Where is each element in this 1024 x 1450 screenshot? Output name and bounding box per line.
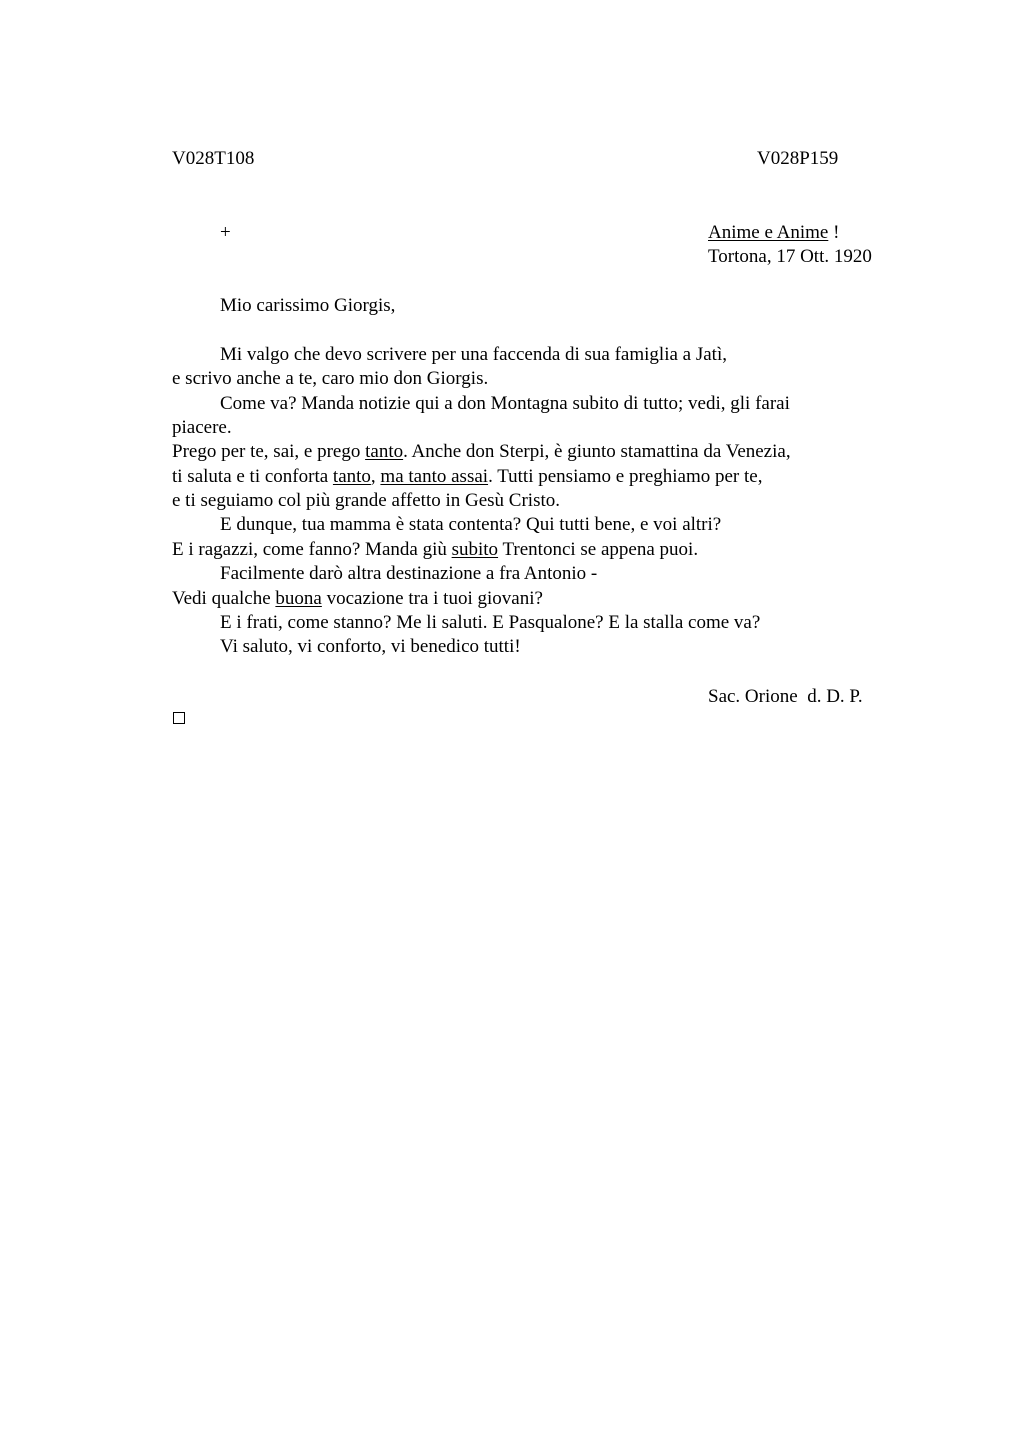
underlined-word: tanto	[332, 466, 371, 487]
end-box-icon	[173, 712, 185, 724]
body-line-11	[172, 589, 543, 608]
body-line-5	[172, 442, 791, 461]
body-line-8: E dunque, tua mamma è stata contenta? Qui tutti bene, e voi altri?	[220, 514, 722, 535]
body-line-6-comma: ,	[370, 466, 381, 487]
underlined-word: subito	[451, 539, 499, 560]
body-line-11-part-b: vocazione tra i tuoi giovani?	[321, 588, 543, 609]
body-line-5-part-a: Prego per te, sai, e prego	[172, 441, 366, 462]
body-line-9-part-a: E i ragazzi, come fanno? Manda giù	[172, 539, 452, 560]
body-line-13: Vi saluto, vi conforto, vi benedico tutti!	[220, 636, 521, 657]
salutation: Mio carissimo Giorgis,	[220, 295, 396, 316]
body-line-9-part-b: Trentonci se appena puoi.	[498, 539, 699, 560]
underlined-phrase: ma tanto assai	[380, 466, 489, 487]
body-line-11-part-a: Vedi qualche	[172, 588, 276, 609]
body-line-2: e scrivo anche a te, caro mio don Giorgis.	[172, 368, 489, 389]
body-line-7: e ti seguiamo col più grande affetto in Gesù Cristo.	[172, 490, 561, 511]
motto-text: Anime e Anime	[708, 222, 829, 243]
underlined-word: tanto	[365, 441, 404, 462]
body-line-6-part-b: . Tutti pensiamo e preghiamo per te,	[488, 466, 763, 487]
body-line-6-part-a: ti saluta e ti conforta	[172, 466, 333, 487]
document-code-right: V028P159	[757, 148, 839, 169]
document-code-left: V028T108	[172, 148, 255, 169]
body-line-12: E i frati, come stanno? Me li saluti. E Pasqualone? E la stalla come va?	[220, 612, 761, 633]
place-date: Tortona, 17 Ott. 1920	[708, 246, 872, 267]
motto-mark: !	[828, 222, 840, 243]
signature: Sac. Orione d. D. P.	[708, 686, 863, 707]
body-line-10: Facilmente darò altra destinazione a fra Antonio -	[220, 563, 598, 584]
cross-mark: +	[220, 222, 231, 243]
body-line-9	[172, 540, 698, 559]
body-line-1: Mi valgo che devo scrivere per una faccenda di sua famiglia a Jatì,	[220, 344, 727, 365]
body-line-5-part-b: . Anche don Sterpi, è giunto stamattina da Venezia,	[403, 441, 791, 462]
body-line-4: piacere.	[172, 417, 232, 438]
motto	[708, 223, 839, 242]
body-line-6	[172, 467, 762, 486]
underlined-word: buona	[275, 588, 322, 609]
body-line-3: Come va? Manda notizie qui a don Montagna subito di tutto; vedi, gli farai	[220, 393, 790, 414]
